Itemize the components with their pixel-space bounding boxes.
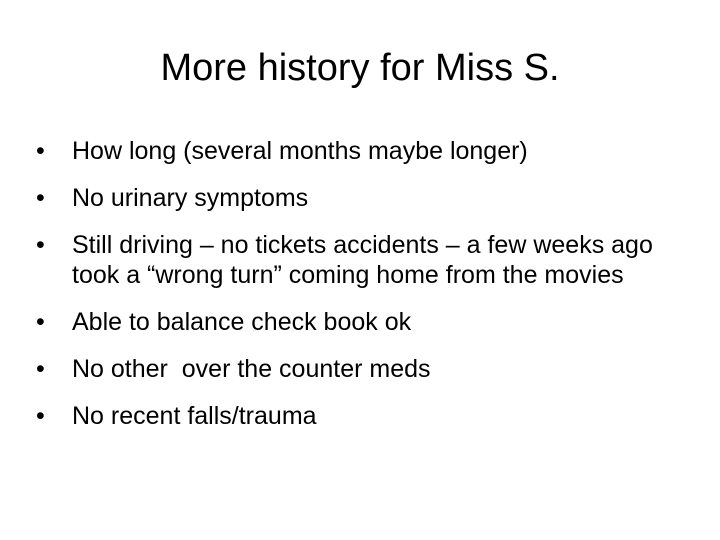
bullet-list: [36, 136, 686, 448]
bullet-text: No recent falls/trauma: [72, 402, 317, 430]
bullet-item: [36, 401, 686, 431]
bullet-icon: •: [36, 231, 45, 259]
bullet-item: [36, 354, 686, 384]
slide-title: More history for Miss S.: [160, 47, 560, 89]
bullet-text: Able to balance check book ok: [72, 308, 412, 336]
bullet-text: How long (several months maybe longer): [72, 137, 528, 165]
bullet-item: [36, 136, 686, 166]
bullet-item: [36, 230, 686, 290]
bullet-item: [36, 183, 686, 213]
bullet-icon: •: [36, 184, 45, 212]
bullet-icon: •: [36, 355, 45, 383]
bullet-text: No urinary symptoms: [72, 184, 309, 212]
bullet-icon: •: [36, 137, 45, 165]
bullet-item: [36, 307, 686, 337]
bullet-icon: •: [36, 308, 45, 336]
bullet-text: No other over the counter meds: [72, 355, 431, 383]
bullet-icon: •: [36, 402, 45, 430]
bullet-text: Still driving – no tickets accidents – a few weeks ago took a “wrong turn” coming home from the movies: [72, 231, 653, 289]
